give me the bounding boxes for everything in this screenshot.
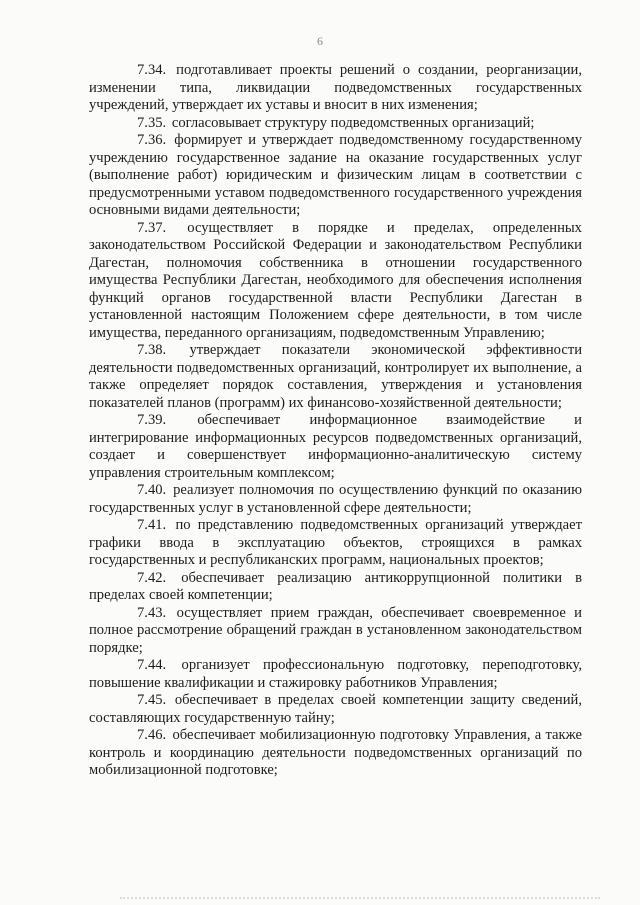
paragraph-number: 7.37. [137,219,167,236]
paragraph-number: 7.39. [137,412,167,428]
paragraph-7-35 [89,115,582,133]
paragraph-7-44 [89,657,582,692]
paragraph-7-41 [89,517,582,570]
paragraph-7-34 [89,62,582,115]
paragraph-number: 7.41. [137,517,167,533]
paragraph-7-43 [89,605,582,658]
paragraph-number: 7.38. [137,342,167,358]
paragraph-7-46 [89,727,582,780]
paragraph-number: 7.35. [137,114,167,131]
paragraph-number: 7.40. [137,482,167,498]
paragraph-text: формирует и утверждает подведомственному государственному учреждению государственное задание на оказание государственных услуг (выполнение работ) юридическим и физическим лицам в соответствии с предусмотренными уставом подведомственного государственного учреждения основными видами деятельности; [89,132,583,218]
paragraph-text: обеспечивает в пределах своей компетенции защиту сведений, составляющих государственную тайну; [89,692,583,726]
paragraph-text: реализует полномочия по осуществлению функций по оказанию государственных услуг в установленной сфере деятельности; [89,482,582,516]
paragraph-text: обеспечивает мобилизационную подготовку Управления, а также контроль и координацию деятельности подведомственных организаций по мобилизационной подготовке; [89,727,582,778]
paragraph-7-45 [89,692,582,727]
paragraph-text: утверждает показатели экономической эффективности деятельности подведомственных организаций, контролирует их выполнение, а также определяет порядок составления, утверждения и установления показателей планов (программ) их финансово-хозяйственной деятельности; [89,342,583,411]
page-number: 6 [317,34,323,48]
paragraph-number: 7.42. [137,569,167,586]
paragraph-7-36 [89,132,582,220]
paragraph-7-38 [89,342,582,412]
scan-edge-artifact [120,897,600,905]
paragraph-number: 7.36. [137,132,167,148]
paragraph-text: осуществляет прием граждан, обеспечивает своевременное и полное рассмотрение обращений граждан в установленном законодательством порядке; [89,604,582,656]
paragraph-text: обеспечивает информационное взаимодействие и интегрирование информационных ресурсов подведомственных организаций, создает и совершенствует информационно-аналитическую систему управления строительным комплексом; [89,412,582,481]
paragraph-number: 7.34. [137,62,167,78]
paragraph-number: 7.46. [137,727,167,743]
paragraph-text: согласовывает структуру подведомственных организаций; [171,114,535,131]
paragraph-text: подготавливает проекты решений о создании, реорганизации, изменении типа, ликвидации подведомственных государственных учреждений, утверждает их уставы и вносит в них изменения; [89,62,582,113]
paragraph-text: осуществляет в порядке и пределах, определенных законодательством Российской Федерации и законодательством Республики Дагестан, полномочия собственника в отношении государственного имущества Республики Дагестан, необходимого для обеспечения исполнения функций органов государственной власти Республики Дагестан в установленной настоящим Положением сфере деятельности, в том числе имущества, переданного организациям, подведомственным Управлению; [89,219,582,341]
paragraph-number: 7.44. [137,657,167,673]
paragraph-number: 7.43. [137,604,167,621]
paragraph-number: 7.45. [137,692,167,708]
paragraph-text: обеспечивает реализацию антикоррупционной политики в пределах своей компетенции; [89,569,583,603]
paragraph-7-37 [89,220,582,343]
paragraph-7-40 [89,482,582,517]
paragraph-7-39 [89,412,582,482]
paragraph-text: организует профессиональную подготовку, переподготовку, повышение квалификации и стажировку работников Управления; [89,657,582,691]
paragraph-7-42 [89,570,582,605]
document-body [89,62,582,780]
paragraph-text: по представлению подведомственных организаций утверждает графики ввода в эксплуатацию объектов, строящихся в рамках государственных и республиканских программ, национальных проектов; [89,517,582,568]
